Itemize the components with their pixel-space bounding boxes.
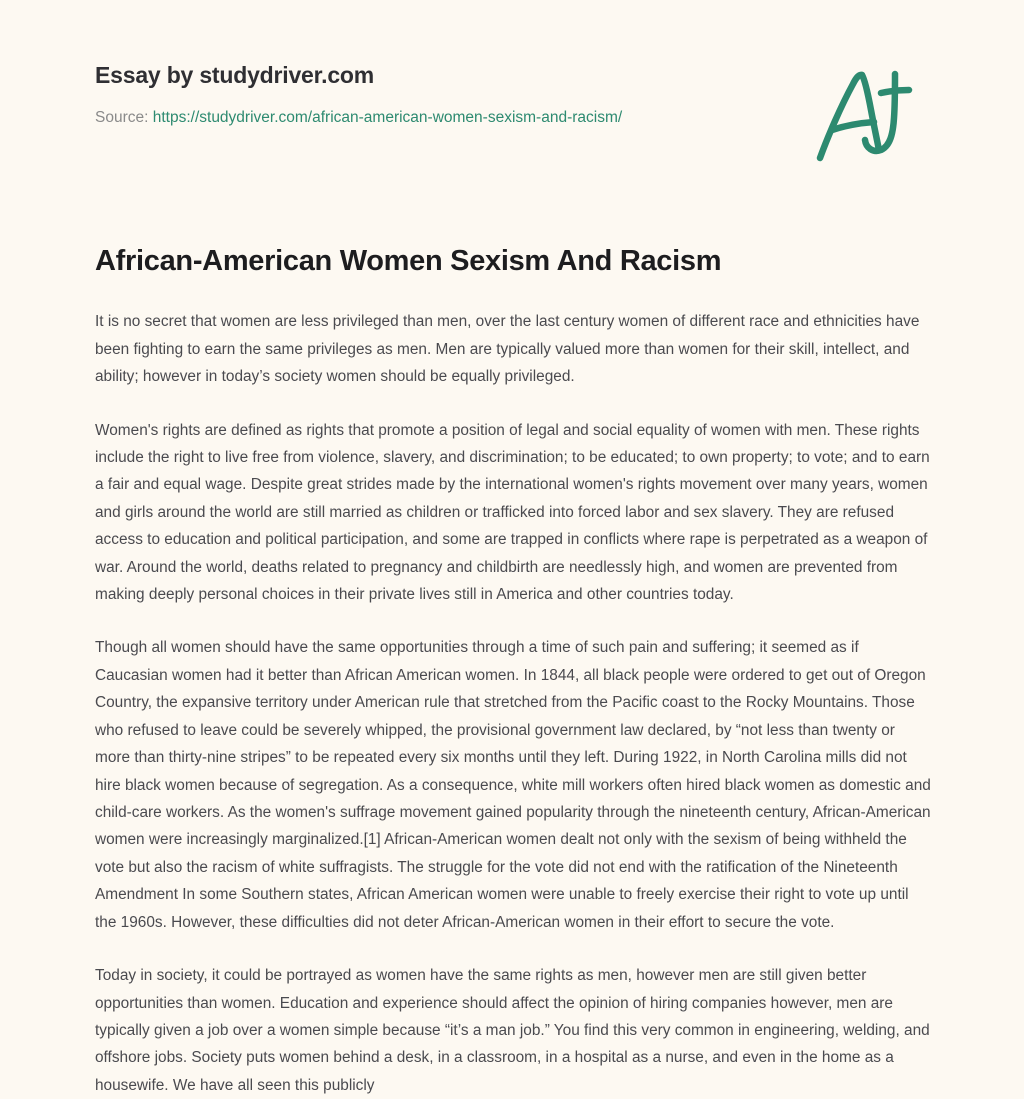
studydriver-a-plus-logo-icon[interactable] bbox=[808, 60, 928, 170]
source-line bbox=[95, 90, 795, 128]
a-plus-logo-glyph bbox=[808, 60, 928, 170]
essay-byline: Essay by studydriver.com bbox=[95, 62, 375, 88]
header-text-block bbox=[95, 62, 795, 128]
article-paragraph: It is no secret that women are less privileged than men, over the last century women of different race and ethnicities have been fighting to earn the same privileges as men. Men are typically valued more than women for their skill, intellect, and ability; however in today’s society women should be equally privileged. bbox=[95, 313, 920, 386]
article-paragraph: Today in society, it could be portrayed as women have the same rights as men, however men are still given better opportunities than women. Education and experience should affect the opinion of hiring companies however, men are typically given a job over a women simple because “it’s a man job.” You find this very common in engineering, welding, and offshore jobs. Society puts women behind a desk, in a classroom, in a hospital as a nurse, and even in the home as a housewife. We have all seen this publicly bbox=[95, 967, 930, 1094]
page-title: African-American Women Sexism And Racism bbox=[95, 245, 722, 277]
source-url-link[interactable]: https://studydriver.com/african-american-women-sexism-and-racism/ bbox=[152, 108, 623, 126]
article-container bbox=[95, 243, 931, 1099]
article-paragraph: Though all women should have the same opportunities through a time of such pain and suffering; it seemed as if Caucasian women had it better than African American women. In 1844, all black people were ordered to get out of Oregon Country, the expansive territory under American rule that stretched from the Pacific coast to the Rocky Mountains. Those who refused to leave could be severely whipped, the provisional government law declared, by “not less than twenty or more than thirty-nine stripes” to be repeated every six months until they left. During 1922, in North Carolina mills did not hire black women because of segregation. As a consequence, white mill workers often hired black women as domestic and child-care workers. As the women's suffrage movement gained popularity through the nineteenth century, African-American women were increasingly marginalized.[1] African-American women dealt not only with the sexism of being withheld the vote but also the racism of white suffragists. The struggle for the vote did not end with the ratification of the Nineteenth Amendment In some Southern states, African American women were unable to freely exercise their right to vote up until the 1960s. However, these difficulties did not deter African-American women in their effort to secure the vote. bbox=[95, 639, 931, 931]
article-paragraph: Women's rights are defined as rights that promote a position of legal and social equality of women with men. These rights include the right to live free from violence, slavery, and discrimination; to be educated; to own property; to vote; and to earn a fair and equal wage. Despite great strides made by the international women's rights movement over many years, women and girls around the world are still married as children or trafficked into forced labor and sex slavery. They are refused access to education and political participation, and some are trapped in conflicts where rape is perpetrated as a weapon of war. Around the world, deaths related to pregnancy and childbirth are needlessly high, and women are prevented from making deeply personal choices in their private lives still in America and other countries today. bbox=[95, 421, 930, 604]
document-header bbox=[0, 0, 1024, 200]
source-label: Source: bbox=[95, 108, 149, 126]
article-body bbox=[95, 308, 931, 1099]
